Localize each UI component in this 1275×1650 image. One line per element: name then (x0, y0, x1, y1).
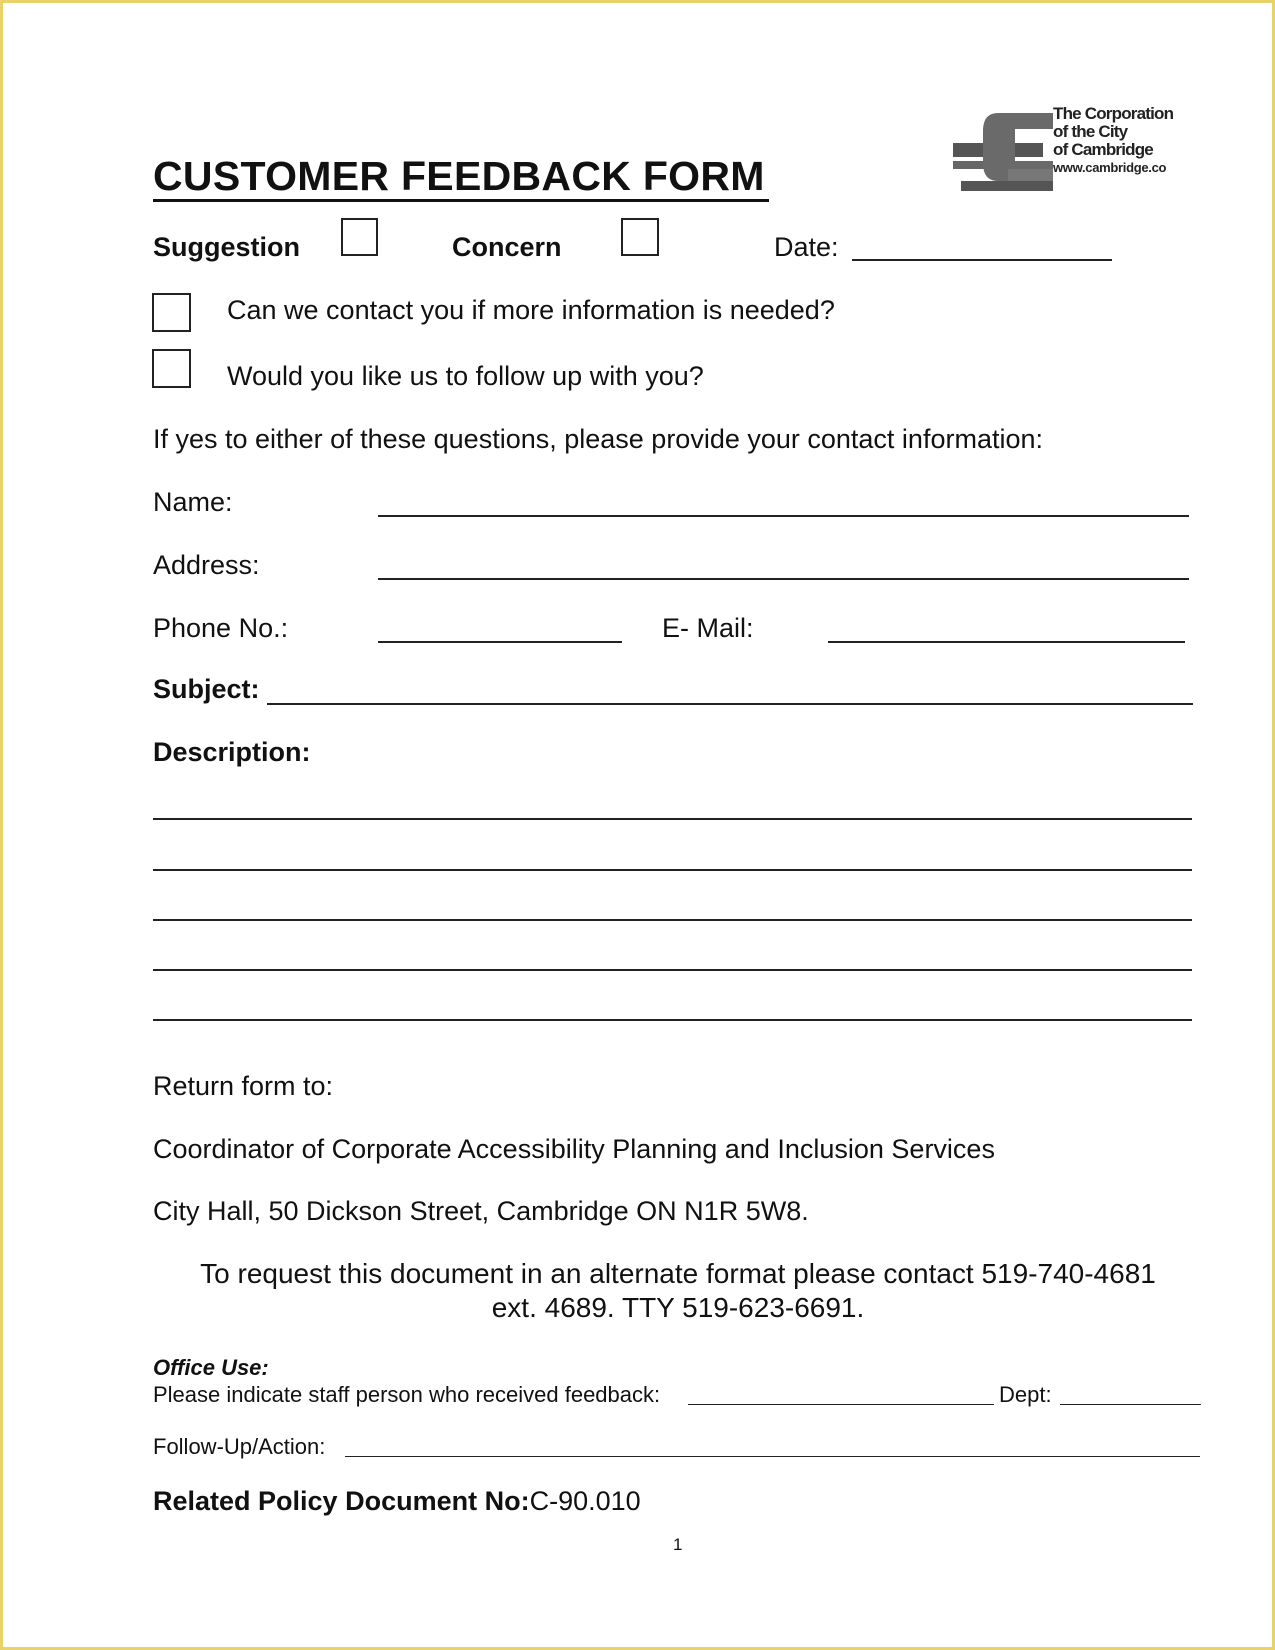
email-label: E- Mail: (662, 613, 754, 643)
date-field[interactable] (852, 259, 1112, 261)
logo-wordmark (1053, 105, 1173, 177)
logo-url: www.cambridge.co (1053, 160, 1167, 175)
title-underline (153, 199, 769, 202)
alternate-format-line-2: ext. 4689. TTY 519-623-6691. (491, 1292, 865, 1323)
concern-label: Concern (452, 232, 562, 262)
dept-field[interactable] (1060, 1404, 1201, 1405)
follow-up-checkbox[interactable] (152, 349, 191, 388)
logo-line-1: The Corporation (1053, 104, 1174, 123)
description-line-3[interactable] (153, 919, 1192, 921)
email-field[interactable] (828, 641, 1185, 643)
subject-label: Subject: (153, 674, 260, 704)
follow-up-action-field[interactable] (345, 1456, 1200, 1457)
name-label: Name: (153, 487, 233, 517)
description-label: Description: (153, 737, 311, 767)
policy-label: Related Policy Document No: (153, 1486, 530, 1516)
return-recipient: Coordinator of Corporate Accessibility Planning and Inclusion Services (153, 1134, 995, 1164)
contact-instruction: If yes to either of these questions, please provide your contact information: (153, 424, 1043, 454)
address-label: Address: (153, 550, 260, 580)
policy-number: C-90.010 (529, 1486, 641, 1516)
phone-label: Phone No.: (153, 613, 289, 643)
staff-field[interactable] (688, 1404, 994, 1405)
dept-label: Dept: (999, 1382, 1052, 1407)
logo-line-2: of the City (1053, 122, 1128, 141)
return-heading: Return form to: (153, 1071, 334, 1101)
alternate-format-notice (153, 1257, 1203, 1325)
contact-permission-label: Can we contact you if more information is needed? (227, 295, 835, 325)
follow-up-action-label: Follow-Up/Action: (153, 1434, 326, 1459)
name-field[interactable] (378, 515, 1189, 517)
alternate-format-line-1: To request this document in an alternate format please contact 519-740-4681 (200, 1258, 1156, 1289)
follow-up-label: Would you like us to follow up with you? (227, 361, 704, 391)
related-policy (153, 1486, 641, 1517)
form-title: CUSTOMER FEEDBACK FORM (153, 153, 765, 199)
address-field[interactable] (378, 578, 1189, 580)
description-line-2[interactable] (153, 869, 1192, 871)
suggestion-checkbox[interactable] (341, 218, 378, 256)
staff-label: Please indicate staff person who received feedback: (153, 1382, 661, 1407)
description-line-1[interactable] (153, 818, 1192, 820)
phone-field[interactable] (378, 641, 622, 643)
date-label: Date: (774, 232, 839, 262)
page-number: 1 (673, 1535, 683, 1554)
subject-field[interactable] (267, 703, 1193, 705)
concern-checkbox[interactable] (621, 218, 659, 256)
office-use-heading: Office Use: (153, 1355, 269, 1380)
contact-permission-checkbox[interactable] (152, 293, 191, 332)
description-line-4[interactable] (153, 969, 1192, 971)
return-address: City Hall, 50 Dickson Street, Cambridge ON N1R 5W8. (153, 1196, 809, 1226)
suggestion-label: Suggestion (153, 232, 300, 262)
description-line-5[interactable] (153, 1019, 1192, 1021)
logo-line-3: of Cambridge (1053, 140, 1153, 159)
